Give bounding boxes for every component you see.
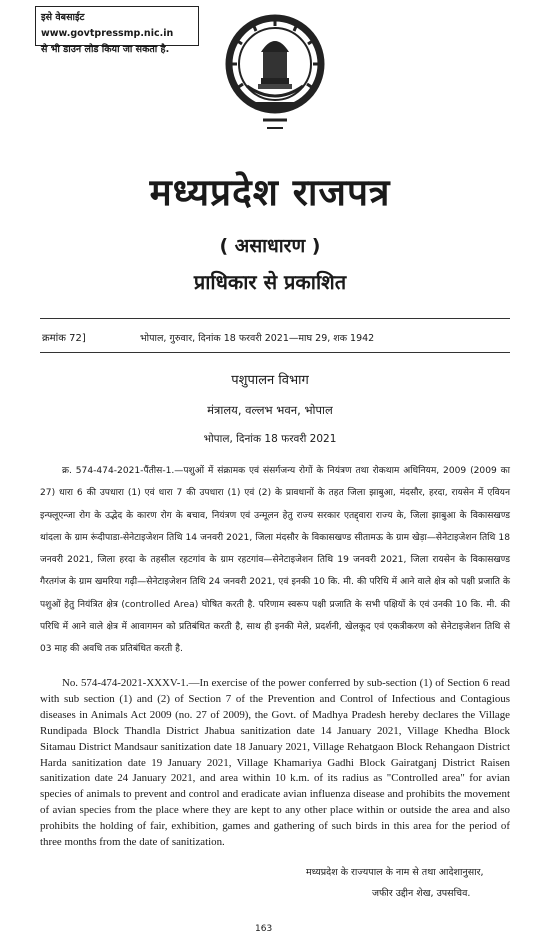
department-name: पशुपालन विभाग [231, 373, 309, 388]
english-order-text: No. 574-474-2021-XXXV-1.—In exercise of the power conferred by sub-section (1) of Section 6 read with sub section (1) and (2) of Section 7 of the Prevention and Control of Infectious and Contagious diseases in Animals Act 2009 (no. 27 of 2009), the Govt. of Madhya Pradesh hereby declares the Village Rundipada Block Thandla District Jhabua sanitization date 14 January 2021, Village Khedha Block Sitamau District Mandsaur sanitization date 18 January 2021, Village Rehatgaon Block Rehangaon District Harda sanitization date 19 January 2021, Village Khamariya Gadhi Block Gairatganj District Raisen sanitization date 24 January 2021, and area within 10 k.m. of its radius as "Controlled area" for avian species of animals to prevent and control and eradicate avian influenza disease and prohibits the movement of avian species from the place where they are kept to any other place within or outside the area and also prohibits the holding of fair, exhibition, games and gathering of such birds in this area for the period of three months from the date of sanitization. [40, 677, 510, 849]
top-rule [40, 318, 510, 319]
page-number: 163 [255, 924, 273, 934]
gazette-subtitle: ( असाधारण ) [219, 235, 321, 257]
issue-date: भोपाल, गुरुवार, दिनांक 18 फरवरी 2021—माघ 29, शक 1942 [140, 333, 375, 344]
department-office: मंत्रालय, वल्लभ भवन, भोपाल [207, 403, 333, 417]
signature-line1: मध्यप्रदेश के राज्यपाल के नाम से तथा आदेशानुसार, [306, 867, 484, 878]
website-note-line1: इसे वेबसाईट www.govtpressmp.nic.in [41, 12, 174, 39]
hindi-order-text: क्र. 574-474-2021-पैंतीस-1.—पशुओं में संक्रामक एवं संसर्गजन्य रोगों के नियंत्रण तथा रोकथाम अधिनियम, 2009 (2009 का 27) धारा 6 की उपधारा (1) एवं धारा 7 की उपधारा (1) एवं (2) के प्रावधानों के तहत जिला झाबुआ, मंदसौर, हरदा, रायसेन में एवियन इन्फ्लूएन्जा रोग के उद्भेद के कारण रोग के बचाव, नियंत्रण एवं उन्मूलन हेतु राज्य सरकार एतद्द्वारा राज्य के, जिला झाबुआ के विकासखण्ड थांदला के ग्राम रूंदीपाडा-सेनेटाइजेशन तिथि 14 जनवरी 2021, जिला मंदसौर के विकासखण्ड सीतामऊ के ग्राम खेड़ा—सेनेटाइजेशन तिथि 18 जनवरी 2021, जिला हरदा के तहसील रहटगांव के ग्राम रहटगांव—सेनेटाइजेशन तिथि 19 जनवरी 2021, जिला रायसेन के विकासखण्ड गैरतगंज के ग्राम खमरिया गढ़ी—सेनेटाइजेशन तिथि 24 जनवरी 2021, एवं इनकी 10 कि. मी. की परिधि में आने वाले क्षेत्र को पक्षी प्रजाति के पशुओं हेतु नियंत्रित क्षेत्र (controlled Area) घोषित करती है. परिणाम स्वरूप पक्षी प्रजाति के सभी पक्षियों के एवं उनकी 10 कि. मी. की परिधि में आने वाले क्षेत्र में आवागमन को प्रतिबंधित करती है, साथ ही इनकी मेले, प्रदर्शनी, खेलकूद एवं एकत्रीकरण को सेनेटाइजेशन तिथि से 03 माह की अवधि तक प्रतिबंधित करती है. [40, 466, 510, 655]
gazette-authority: प्राधिकार से प्रकाशित [193, 270, 347, 294]
department-date: भोपाल, दिनांक 18 फरवरी 2021 [203, 433, 337, 445]
state-emblem-icon [225, 2, 325, 144]
gazette-title: मध्यप्रदेश राजपत्र [149, 171, 391, 214]
website-note-box [35, 6, 199, 55]
website-note-line2: से भी डाउन लोड किया जा सकता है. [41, 44, 170, 55]
bottom-rule [40, 352, 510, 353]
issue-number: क्रमांक 72] [42, 333, 86, 344]
signature-line2: जफीर उद्दीन शेख, उपसचिव. [372, 888, 471, 899]
